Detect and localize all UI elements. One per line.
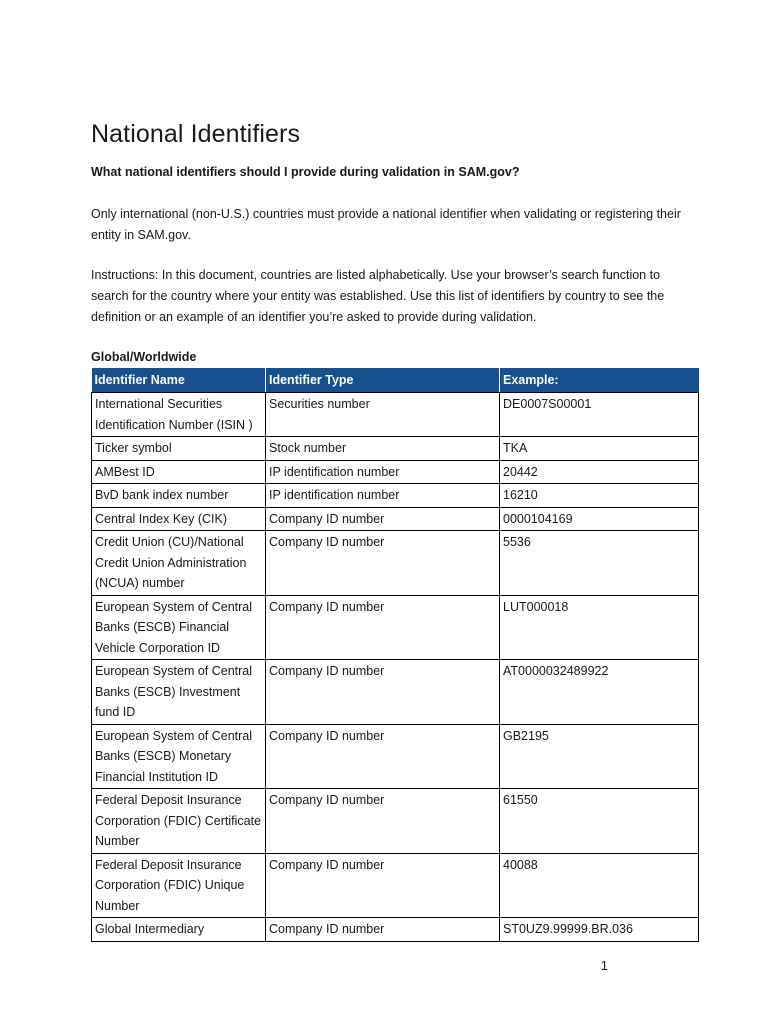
cell-example: GB2195 [500, 724, 699, 789]
cell-identifier-name: Global Intermediary [92, 918, 266, 942]
instructions-paragraph: Instructions: In this document, countries are listed alphabetically. Use your browser’s search function to search for the country where your entity was established. Use this list of identifiers by country to see the definition or an example of an identifier you’re asked to provide during validation. [91, 268, 665, 324]
table-body [92, 393, 699, 942]
cell-identifier-type: Company ID number [266, 724, 500, 789]
table-row [92, 531, 699, 596]
cell-example: 0000104169 [500, 507, 699, 531]
cell-identifier-type: Stock number [266, 437, 500, 461]
cell-example: ST0UZ9.99999.BR.036 [500, 918, 699, 942]
cell-example: 40088 [500, 853, 699, 918]
cell-identifier-name: Federal Deposit Insurance Corporation (FDIC) Certificate Number [92, 789, 266, 854]
identifiers-table [91, 368, 699, 942]
column-header-identifier-type: Identifier Type [266, 368, 500, 393]
table-row [92, 660, 699, 725]
cell-identifier-type: IP identification number [266, 460, 500, 484]
cell-identifier-type: Company ID number [266, 531, 500, 596]
cell-identifier-name: AMBest ID [92, 460, 266, 484]
table-header-row [92, 368, 699, 393]
cell-identifier-name: Ticker symbol [92, 437, 266, 461]
column-header-identifier-name: Identifier Name [92, 368, 266, 393]
cell-identifier-name: International Securities Identification Number (ISIN ) [92, 393, 266, 437]
cell-identifier-type: IP identification number [266, 484, 500, 508]
cell-identifier-type: Company ID number [266, 853, 500, 918]
table-row [92, 724, 699, 789]
table-row [92, 918, 699, 942]
question-heading: What national identifiers should I provide during validation in SAM.gov? [91, 165, 520, 179]
cell-identifier-type: Company ID number [266, 789, 500, 854]
cell-identifier-type: Securities number [266, 393, 500, 437]
cell-identifier-type: Company ID number [266, 507, 500, 531]
page-title: National Identifiers [91, 120, 301, 148]
cell-identifier-type: Company ID number [266, 595, 500, 660]
cell-identifier-name: Credit Union (CU)/National Credit Union Administration (NCUA) number [92, 531, 266, 596]
cell-identifier-name: European System of Central Banks (ESCB) Investment fund ID [92, 660, 266, 725]
cell-identifier-name: European System of Central Banks (ESCB) Financial Vehicle Corporation ID [92, 595, 266, 660]
cell-identifier-type: Company ID number [266, 918, 500, 942]
cell-example: DE0007S00001 [500, 393, 699, 437]
intro-paragraph: Only international (non-U.S.) countries must provide a national identifier when validating or registering their entity in SAM.gov. [91, 207, 681, 242]
cell-identifier-name: Federal Deposit Insurance Corporation (FDIC) Unique Number [92, 853, 266, 918]
cell-example: AT0000032489922 [500, 660, 699, 725]
cell-example: LUT000018 [500, 595, 699, 660]
table-row [92, 507, 699, 531]
cell-identifier-name: BvD bank index number [92, 484, 266, 508]
cell-example: TKA [500, 437, 699, 461]
table-row [92, 437, 699, 461]
table-row [92, 853, 699, 918]
cell-example: 20442 [500, 460, 699, 484]
section-heading-global: Global/Worldwide [91, 350, 197, 364]
table-row [92, 460, 699, 484]
cell-identifier-type: Company ID number [266, 660, 500, 725]
cell-identifier-name: European System of Central Banks (ESCB) Monetary Financial Institution ID [92, 724, 266, 789]
table-row [92, 595, 699, 660]
table-row [92, 484, 699, 508]
cell-identifier-name: Central Index Key (CIK) [92, 507, 266, 531]
table-row [92, 393, 699, 437]
cell-example: 16210 [500, 484, 699, 508]
page-number: 1 [600, 958, 608, 973]
cell-example: 5536 [500, 531, 699, 596]
table-row [92, 789, 699, 854]
cell-example: 61550 [500, 789, 699, 854]
column-header-example: Example: [500, 368, 699, 393]
